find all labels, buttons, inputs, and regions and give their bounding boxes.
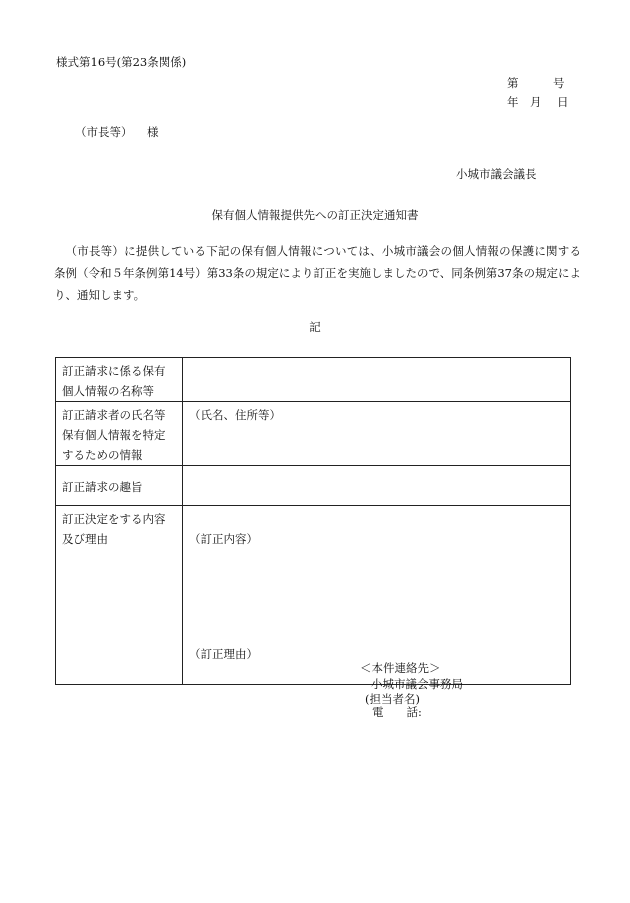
contact-header: ＜本件連絡先＞ xyxy=(360,661,441,675)
contact-phone: 電 話: xyxy=(372,705,422,719)
contact-person: (担当者名) xyxy=(365,692,420,706)
ki-heading: 記 xyxy=(309,320,321,334)
table-value-cell xyxy=(183,506,571,685)
document-title: 保有個人情報提供先への訂正決定通知書 xyxy=(211,208,419,222)
table-row xyxy=(56,466,571,506)
sender-name: 小城市議会議長 xyxy=(456,167,537,181)
recipient-name: （市長等） xyxy=(75,125,133,139)
notice-body-text: （市長等）に提供している下記の保有個人情報については、小城市議会の個人情報の保護に関する条例（令和５年条例第14号）第33条の規定により訂正を実施しましたので、同条例第37条の規定により、通知します。 xyxy=(54,244,581,302)
contact-office: 小城市議会事務局 xyxy=(371,677,463,691)
date-year-label: 年 xyxy=(507,95,519,109)
recipient-honorific: 様 xyxy=(147,125,159,139)
correction-content-label: （訂正内容） xyxy=(189,532,258,546)
table-label-cell: 訂正請求に係る保有 個人情報の名称等 xyxy=(56,358,183,402)
date-day-label: 日 xyxy=(557,95,569,109)
document-number-suffix: 号 xyxy=(553,76,565,90)
table-label-cell: 訂正請求者の氏名等 保有個人情報を特定 するための情報 xyxy=(56,402,183,466)
date-month-label: 月 xyxy=(530,95,542,109)
table-value-cell: （氏名、住所等） xyxy=(183,402,571,466)
document-number-prefix: 第 xyxy=(507,76,519,90)
table-label-cell: 訂正請求の趣旨 xyxy=(56,466,183,506)
correction-reason-label: （訂正理由） xyxy=(189,647,258,661)
details-table xyxy=(55,357,571,685)
table-value-cell xyxy=(183,358,571,402)
table-label-cell: 訂正決定をする内容 及び理由 xyxy=(56,506,183,685)
table-value-cell xyxy=(183,466,571,506)
table-row xyxy=(56,402,571,466)
form-number-label: 様式第16号(第23条関係) xyxy=(56,55,187,69)
table-row xyxy=(56,506,571,685)
table-row xyxy=(56,358,571,402)
